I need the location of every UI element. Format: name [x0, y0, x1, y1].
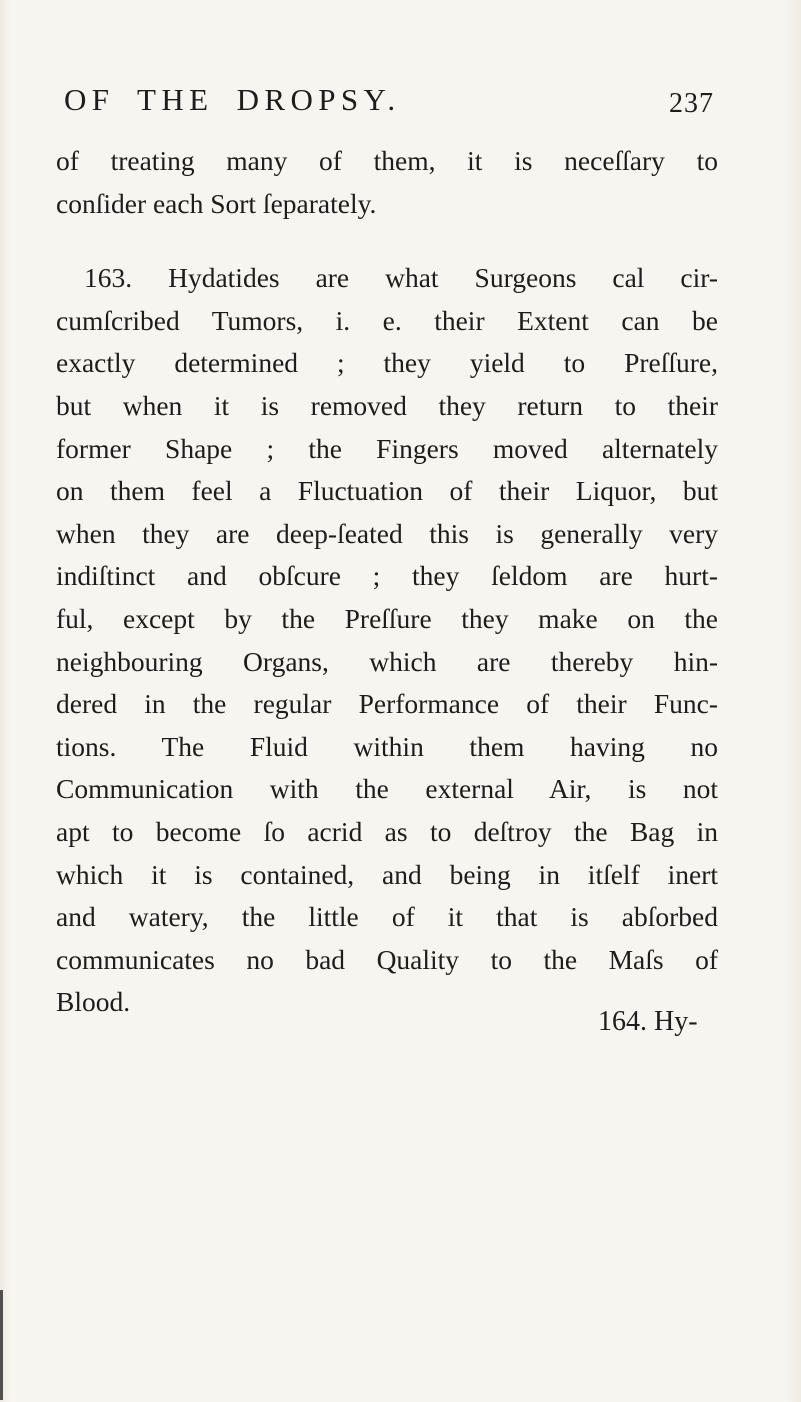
- text-line: Blood.: [56, 986, 131, 1018]
- text-line: exactly determined ; they yield to Preſſure,: [56, 347, 718, 379]
- text-line: neighbouring Organs, which are thereby hin-: [56, 645, 718, 677]
- text-line: but when it is removed they return to their: [56, 389, 718, 421]
- text-line: 163. Hydatides are what Surgeons cal cir-: [84, 262, 718, 294]
- page-number: 237: [669, 88, 714, 119]
- text-line: of treating many of them, it is neceſſary to: [56, 145, 718, 176]
- text-line: on them feel a Fluctuation of their Liquor, but: [56, 475, 718, 507]
- text-line: and watery, the little of it that is abſorbed: [56, 901, 718, 933]
- running-title: OF THE DROPSY.: [64, 82, 401, 117]
- text-line: conſider each Sort ſeparately.: [56, 187, 377, 219]
- text-line: communicates no bad Quality to the Maſs of: [56, 943, 718, 975]
- text-line: Communication with the external Air, is not: [56, 773, 718, 805]
- body-text: [56, 140, 718, 1024]
- text-line: cumſcribed Tumors, i. e. their Extent can be: [56, 304, 718, 336]
- page-header: [64, 82, 714, 126]
- text-line: when they are deep-ſeated this is generally very: [56, 517, 718, 549]
- page-edge-mark: [0, 1290, 3, 1400]
- text-line: tions. The Fluid within them having no: [56, 730, 718, 762]
- text-line: dered in the regular Performance of their Func-: [56, 688, 718, 720]
- text-line: which it is contained, and being in itſelf inert: [56, 858, 718, 890]
- text-line: former Shape ; the Fingers moved alternately: [56, 432, 718, 464]
- text-line: indiſtinct and obſcure ; they ſeldom are hurt-: [56, 560, 718, 592]
- catchword: 164. Hy-: [598, 1006, 698, 1037]
- text-line: ful, except by the Preſſure they make on the: [56, 602, 718, 634]
- paragraph-gap: [56, 225, 718, 257]
- text-line: apt to become ſo acrid as to deſtroy the Bag in: [56, 815, 718, 847]
